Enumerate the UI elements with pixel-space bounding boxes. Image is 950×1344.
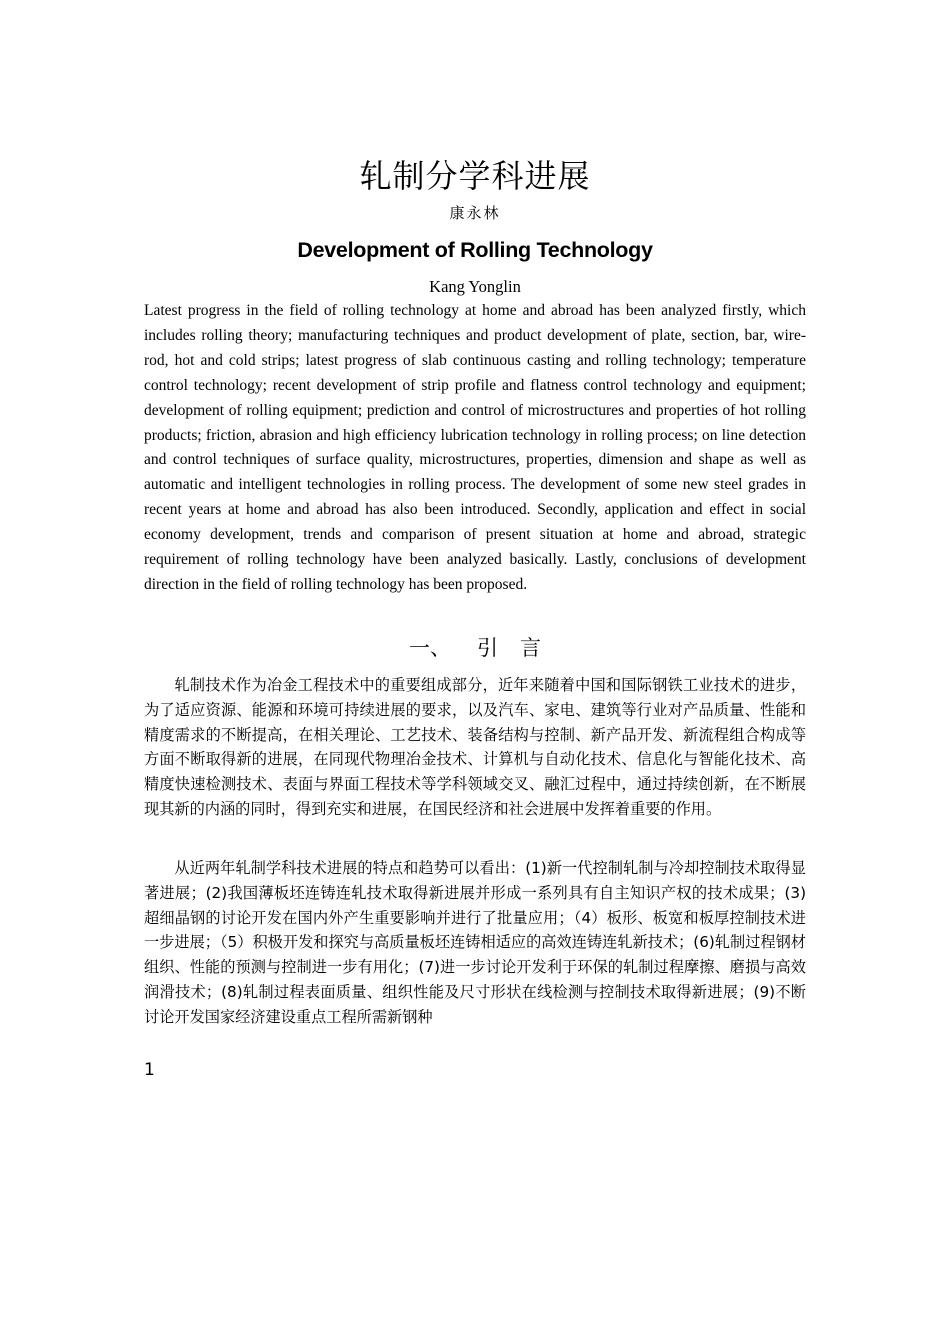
page-number: 1	[144, 1060, 155, 1080]
section-heading-introduction	[144, 633, 806, 663]
body-paragraph-2: 从近两年轧制学科技术进展的特点和趋势可以看出：(1)新一代控制轧制与冷却控制技术取得显著进展；(2)我国薄板坯连铸连轧技术取得新进展并形成一系列具有自主知识产权的技术成果；(3)超细晶钢的讨论开发在国内外产生重要影响并进行了批量应用；（4）板形、板宽和板厚控制技术进一步进展；（5）积极开发和探究与高质量板坯连铸相适应的高效连铸连轧新技术；(6)轧制过程钢材组织、性能的预测与控制进一步有用化；(7)进一步讨论开发利于环保的轧制过程摩擦、磨损与高效润滑技术；(8)轧制过程表面质量、组织性能及尺寸形状在线检测与控制技术取得新进展；(9)不断讨论开发国家经济建设重点工程所需新钢种	[144, 859, 806, 1026]
section-title-char-2: 言	[520, 636, 541, 660]
chinese-author: 康永林	[449, 204, 501, 222]
english-abstract: Latest progress in the field of rolling technology at home and abroad has been analyzed firstly, which includes rolling theory; manufacturing techniques and product development of plate, section, bar, wire-rod, hot and cold strips; latest progress of slab continuous casting and rolling technology; temperature control technology; recent development of strip profile and flatness control technology and equipment; development of rolling equipment; prediction and control of microstructures and properties of hot rolling products; friction, abrasion and high efficiency lubrication technology in rolling process; on line detection and control techniques of surface quality, microstructures, properties, dimension and shape as well as automatic and intelligent technologies in rolling process. The development of some new steel grades in recent years at home and abroad has also been introduced. Secondly, application and effect in social economy development, trends and comparison of present situation at home and abroad, strategic requirement of rolling technology have been analyzed basically. Lastly, conclusions of development direction in the field of rolling technology has been proposed.	[144, 302, 806, 593]
body-paragraph-1: 轧制技术作为冶金工程技术中的重要组成部分，近年来随着中国和国际钢铁工业技术的进步，为了适应资源、能源和环境可持续进展的要求，以及汽车、家电、建筑等行业对产品质量、性能和精度需求的不断提高，在相关理论、工艺技术、装备结构与控制、新产品开发、新流程组合构成等方面不断取得新的进展，在同现代物理冶金技术、计算机与自动化技术、信息化与智能化技术、高精度快速检测技术、表面与界面工程技术等学科领域交叉、融汇过程中，通过持续创新，在不断展现其新的内涵的同时，得到充实和进展，在国民经济和社会进展中发挥着重要的作用。	[144, 676, 806, 818]
english-title: Development of Rolling Technology	[297, 238, 653, 262]
section-number: 一、	[409, 636, 451, 660]
english-author: Kang Yonglin	[429, 277, 521, 296]
section-title-char-1: 引	[477, 636, 498, 660]
chinese-title: 轧制分学科进展	[359, 157, 591, 195]
